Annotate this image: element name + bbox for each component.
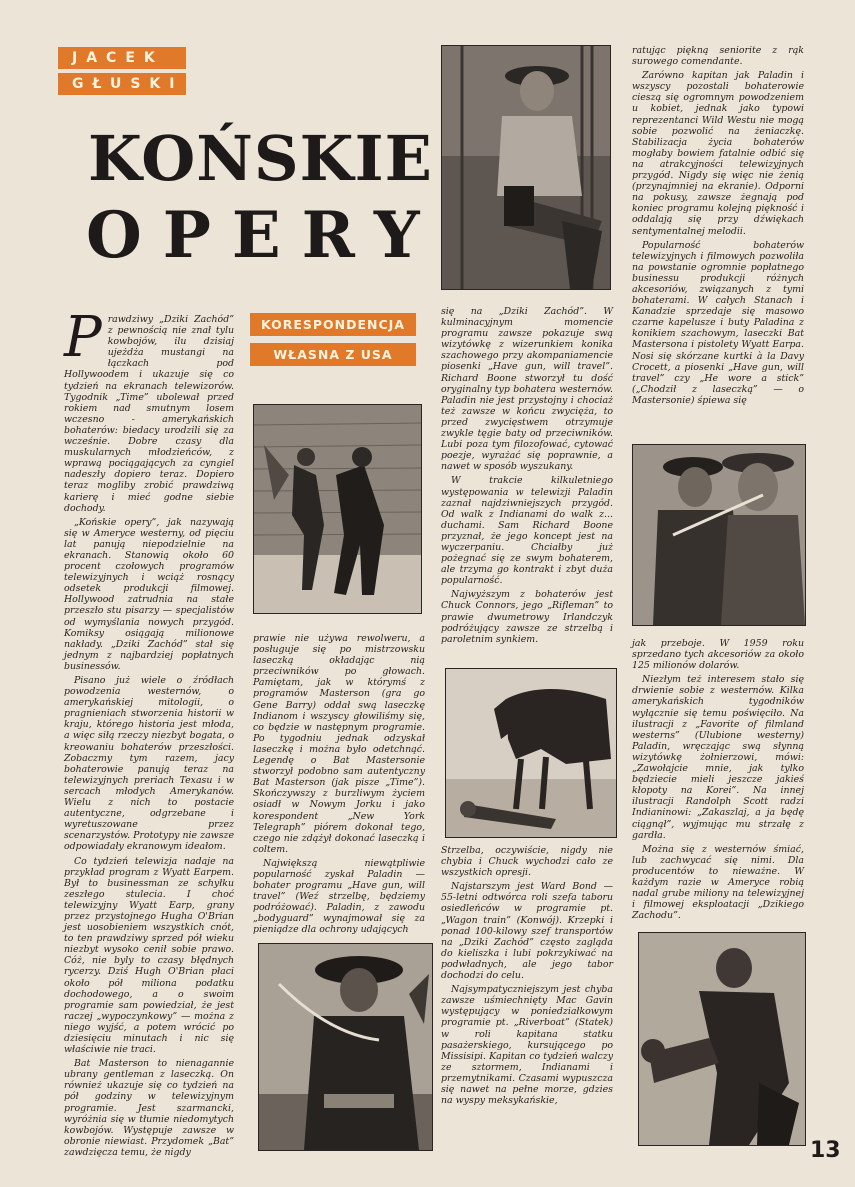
article-column-4-lower	[632, 638, 804, 925]
paragraph: Strzelba, oczywiście, nigdy nie chybia i Chuck wychodzi cało ze wszystkich opresji.	[441, 845, 613, 879]
photo-paladin-seated	[441, 45, 611, 290]
photo-horse-scene	[445, 668, 617, 838]
author-last-name: GŁUSKI	[58, 73, 186, 95]
paragraph: rawdziwy „Dziki Zachód” z pewnością nie znał tylu kowbojów, ilu dzisiaj ujeżdża mustangi na łączkach pod Hollywoodem i ukazuje się co tydzień na ekranach telewizorów. Tygodnik „Time” ubolewał przed rokiem nad smutnym losem wczesno - amerykańskich bohaterów: biedacy urodzili się za wcześnie. Dobre czasy dla muskularnych młodzieńców, z wprawą pociągających za cyngiel nadeszły dopiero teraz. Dopiero teraz mogliby zrobić prawdziwą karierę i mieć godne siebie dochody.	[64, 314, 234, 514]
paragraph: Najsympatyczniejszym jest chyba zawsze uśmiechnięty Mac Gavin występujący w poniedziałkowym programie pt. „Riverboat” (Statek) w roli kapitana statku pasażerskiego, kursującego po Missisipi. Kapitan co tydzień walczy ze sztormem, Indianami i przemytnikami. Czasami wypuszcza się nawet na pełne morze, gdzies na wyspy meksykańskie,	[441, 984, 613, 1107]
headline-line-1: KOŃSKIE	[88, 122, 433, 195]
paragraph: ratując piękną seniorite z rąk surowego comendante.	[632, 45, 804, 68]
page-number: 13	[810, 1138, 841, 1163]
paragraph: Popularność bohaterów telewizyjnych i filmowych pozwoliła na powstanie ogromnie popłatnego businessu produkcji różnych akcesoriów, związanych z tymi bohaterami. W całych Stanach i Kanadzie sprzedaje się masowo czarne kapelusze i buty Paladina z konikiem szachowym, laseczki Bat Mastersona i pistolety Wyatt Earpa. Nosi się skórzane kurtki à la Davy Crocett, a piosenki „Have gun, will travel” czy „He wore a stick” („Chodził z laseczką” — o Mastersonie) śpiewa się	[632, 239, 804, 406]
photo-fight-scene	[253, 404, 422, 614]
correspondence-banner: KORESPONDENCJA	[250, 313, 416, 336]
correspondence-banner-subtitle: WŁASNA Z USA	[250, 343, 416, 366]
paragraph: Można się z westernów śmiać, lub zachwycać się nimi. Dla producentów to nieważne. W każdym razie w Ameryce robią nadal grube miliony na telewizyjnej i filmowej eksploatacji „Dzikiego Zachodu”.	[632, 843, 804, 922]
article-column-3-upper	[441, 306, 613, 661]
photo-struggle-scene	[638, 932, 806, 1146]
paragraph: W trakcie kilkuletniego występowania w telewizji Paladin zaznał najdziwniejszych przygód. Od walk z Indianami do walk z... duchami. Sam Richard Boone przyznał, że jego koncept jest na wyczerpaniu. Chciałby już pożegnać się ze swym bohaterem, ale trzyma go kontrakt i zbyt duża popularność.	[441, 475, 613, 587]
paragraph: prawie nie używa rewolweru, a posługuje się po mistrzowsku laseczką okładając nią przeciwników po głowach. Pamiętam, jak w którymś z programów Masterson (gra go Gene Barry) oddał swą laseczkę Indianom i wszyscy głowiliśmy się, co będzie w następnym programie. Po tygodniu jednak odzyskał laseczkę i można było odetchnąć. Legendę o Bat Mastersonie stworzył podobno sam autentyczny Bat Masterson (jak pisze „Time”). Skończywszy z burzliwym życiem osiadł w Nowym Jorku i jako korespondent „New York Telegraph” piórem dokonał tego, czego nie zdążył dokonać laseczką i coltem.	[253, 633, 425, 855]
paragraph: Zarówno kapitan jak Paladin i wszyscy pozostali bohaterowie cieszą się ogromnym powodzeniem u kobiet, jednak jako typowi reprezentanci Wild Westu nie mogą sobie pozwolić na żeniaczkę. Stabilizacja życia bohaterów mogłaby bowiem fatalnie odbić się na atrakcyjności telewizyjnych przygód. Nigdy się więc nie żenią (przynajmniej na ekranie). Odporni na pokusy, zawsze żegnają pod koniec programu kolejną piękność i oddalają się przy dźwiękach sentymentalnej melodii.	[632, 70, 804, 237]
paragraph: Największą niewątpliwie popularność zyskał Paladin — bohater programu „Have gun, will travel” (Weź strzelbę, będziemy podróżować). Paladin, z zawodu „bodyguard” wynajmował się za pieniądze dla ochrony udających	[253, 857, 425, 936]
photo-paladin-rope	[258, 943, 433, 1151]
paragraph: Najwyższym z bohaterów jest Chuck Connors, jego „Rifleman” to prawie dwumetrowy Irlandczyk podróżujący zawsze ze strzelbą i paroletnim synkiem.	[441, 589, 613, 645]
headline-line-2: OPERY	[86, 198, 441, 273]
paragraph: jak przeboje. W 1959 roku sprzedano tych akcesoriów za około 125 milionów dolarów.	[632, 638, 804, 672]
article-column-2	[253, 633, 425, 936]
article-column-1	[64, 305, 234, 1166]
drop-cap: P	[64, 305, 102, 370]
paragraph: Najstarszym jest Ward Bond — 55-letni odtwórca roli szefa taboru osiedleńców w programie pt. „Wagon train” (Konwój). Krzepki i ponad 100-kilowy szef transportów na „Dziki Zachód” często zagląda do kieliszka i lubi pokrzykiwać na podwładnych, ale jego tabor dochodzi do celu.	[441, 881, 613, 982]
article-column-3-lower	[441, 845, 613, 1166]
paragraph: Pisano już wiele o źródłach powodzenia westernów, o amerykańskiej mitologii, o pragnieniach stworzenia historii w kraju, którego historia jest młoda, a więc siłą rzeczy niezbyt bogata, o kreowaniu bohaterów przeszłości. Zobaczmy tym razem, jacy bohaterowie panują teraz na telewizyjnych preriach Texasu i w sercach młodych Amerykanów. Wielu z nich to postacie autentyczne, odgrzebane i wyretuszowane przez scenarzystów. Prototypy nie zawsze odpowiadały ekranowym ideałom.	[64, 675, 234, 853]
article-column-4-upper	[632, 45, 804, 433]
paragraph: „Końskie opery”, jak nazywają się w Ameryce westerny, od pięciu lat panują niepodzielnie na ekranach. Stanowią około 60 procent czołowych programów telewizyjnych i wciąż rosnący odsetek produkcji filmowej. Hollywood zatrudnia na stałe przeszło stu pisarzy — specjalistów od wymyślania nowych przygód. Komiksy osiągają milionowe nakłady. „Dziki Zachód” stał się jednym z najbardziej popłatnych businessów.	[64, 516, 234, 672]
author-first-name: JACEK	[58, 47, 186, 69]
photo-arrow-scene	[632, 444, 806, 626]
paragraph: Bat Masterson to nienagannie ubrany gentleman z laseczką. On również ukazuje się co tydzień na pół godziny w telewizyjnym programie. Jest szarmancki, wyróżnia się w tłumie niedomytych kowbojów. Występuje zawsze w obronie niewiast. Przydomek „Bat” zawdzięcza temu, że nigdy	[64, 1058, 234, 1158]
paragraph: Co tydzień telewizja nadaje na przykład program z Wyatt Earpem. Był to businessman ze schyłku zeszłego stulecia. I choć telewizyjny Wyatt Earp, grany przez przystojnego Hugha O'Brian jest uosobieniem wszystkich cnót, to ten prawdziwy sprzed pół wieku niezbyt wysoko cenił sobie prawo. Cóż, nie byly to czasy błędnych rycerzy. Dziś Hugh O'Brian płaci około pół miliona podatku dochodowego, a o swoim programie sam powiedział, że jest raczej „wypoczynkowy” — można z niego wyjść, a potem wrócić po dziesięciu minutach i nic się właściwie nie traci.	[64, 855, 234, 1056]
paragraph: się na „Dziki Zachód”. W kulminacyjnym momencie programu zawsze pokazuje swą wizytówkę z wizerunkiem konika szachowego przy akompaniamencie piosenki „Have gun, will travel”. Richard Boone stworzył tu dość oryginalny typ bohatera westernów. Paladin nie jest przystojny i chociaż też zawsze w końcu zwycięża, to przed zwycięstwem otrzymuje zwykle tęgie baty od przeciwników. Lubi poza tym filozofować, cytować poezje, wyrażać się poprawnie, a nawet w sposób wyszukany.	[441, 306, 613, 473]
paragraph: Niezłym też interesem stało się drwienie sobie z westernów. Kilka amerykańskich tygodników wyłącznie się temu poświęciło. Na ilustracji z „Favorite of filmland westerns” (Ulubione westerny) Paladin, wręczając swą słynną wizytówkę żołnierzowi, mówi: „Zawołajcie mnie, jak tylko będziecie mieli jeszcze jakieś kłopoty na Korei”. Na innej ilustracji Randolph Scott radzi Indianinowi: „Zakaszlaj, a ja będę ciągnął”, wyjmując mu strzałę z gardła.	[632, 674, 804, 841]
